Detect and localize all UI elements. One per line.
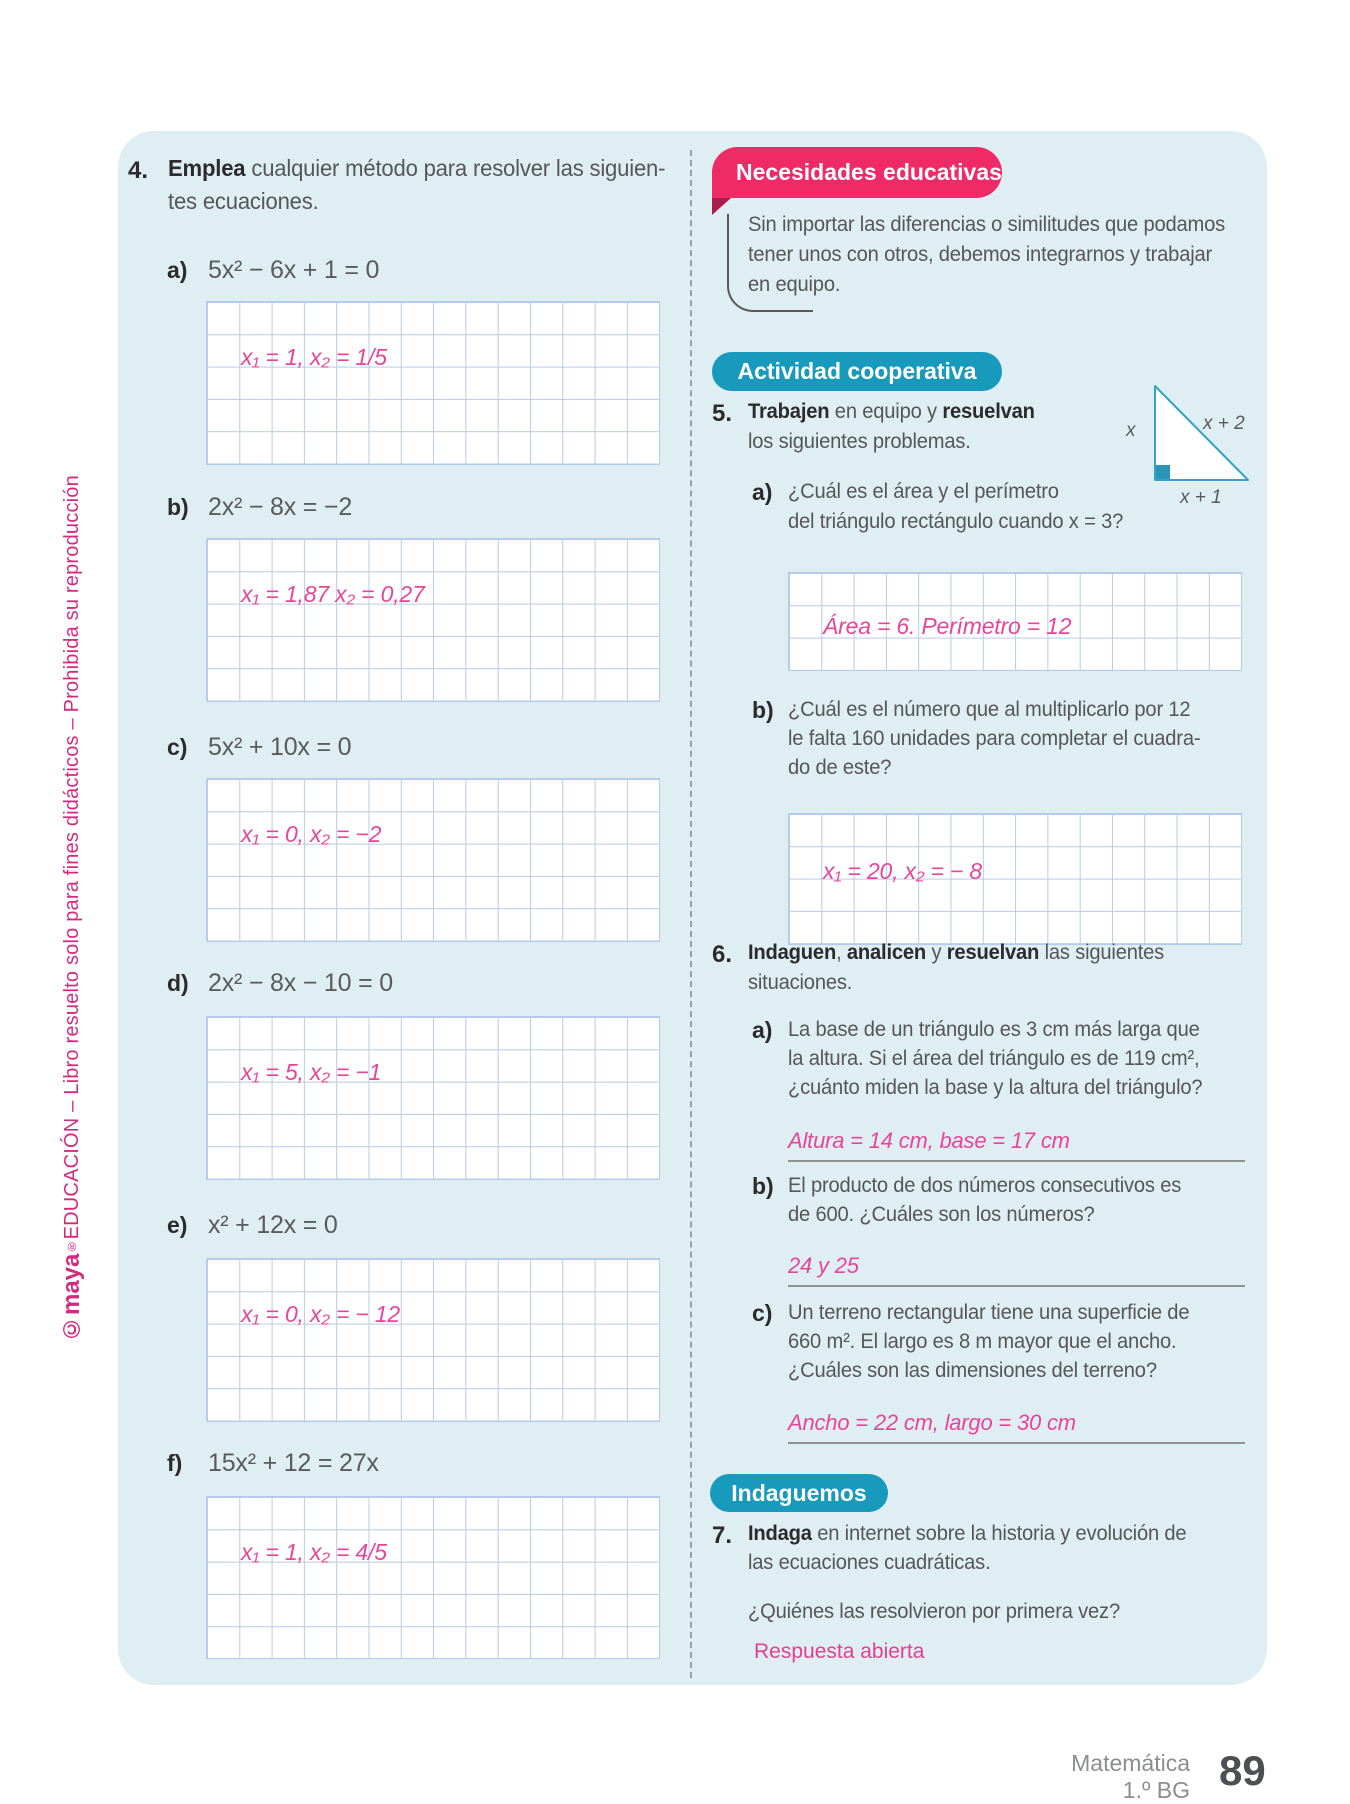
item5a-answer: Área = 6. Perímetro = 12 <box>823 613 1072 639</box>
exercise4-title-bold: Emplea <box>168 155 246 181</box>
item6a-line3: ¿cuánto miden la base y la altura del triángulo? <box>788 1076 1203 1099</box>
item4f-equation: 15x² + 12 = 27x <box>208 1449 379 1477</box>
indaguemos-badge <box>710 1474 888 1512</box>
exercise6-intro-bold1: Indaguen <box>748 941 837 964</box>
item5a-line2: del triángulo rectángulo cuando x = 3? <box>788 510 1124 533</box>
item5b-line3: do de este? <box>788 756 892 779</box>
exercise6-intro-rest3: las siguientes <box>1039 941 1165 964</box>
item4a-answer: x₁ = 1, x₂ = 1/5 <box>241 344 387 370</box>
exercise6-intro-rest1: , <box>836 941 847 964</box>
item4c-equation: 5x² + 10x = 0 <box>208 733 352 761</box>
item6b-label: b) <box>752 1173 774 1199</box>
exercise5-intro-bold2: resuelvan <box>942 400 1035 423</box>
item4d-answer-grid <box>206 1016 660 1180</box>
item4f-answer: x₁ = 1, x₂ = 4/5 <box>241 1539 387 1565</box>
item4c-label: c) <box>167 734 188 760</box>
right-triangle-figure <box>1140 380 1255 490</box>
note-line1: Sin importar las diferencias o similitudes que podamos <box>748 213 1226 236</box>
item6b-answer: 24 y 25 <box>788 1253 1245 1287</box>
exercise7-line2: las ecuaciones cuadráticas. <box>748 1551 991 1574</box>
exercise7-question: ¿Quiénes las resolvieron por primera vez? <box>748 1600 1120 1623</box>
exercise6-intro-rest2: y <box>926 941 947 964</box>
column-divider <box>690 150 692 1678</box>
item4e-equation: x² + 12x = 0 <box>208 1211 338 1239</box>
note-badge <box>712 147 1002 198</box>
exercise7-line1 <box>748 1522 1186 1546</box>
item4c-answer: x₁ = 0, x₂ = −2 <box>241 821 382 847</box>
exercise4-title-line2: tes ecuaciones. <box>168 188 319 214</box>
exercise7-rest1: en internet sobre la historia y evolución de <box>811 1522 1187 1545</box>
copyright-sidebar <box>58 408 102 1342</box>
activity-badge-label: Actividad cooperativa <box>737 358 977 384</box>
footer-subject: Matemática <box>1071 1750 1190 1776</box>
exercise5-intro-bold1: Trabajen <box>748 400 830 423</box>
item4b-label: b) <box>167 494 189 520</box>
footer-subject-block <box>990 1750 1190 1804</box>
item6b-line2: de 600. ¿Cuáles son los números? <box>788 1203 1095 1226</box>
item4a-answer-grid <box>206 301 660 465</box>
item6c-answer: Ancho = 22 cm, largo = 30 cm <box>788 1410 1245 1444</box>
item4e-label: e) <box>167 1212 188 1238</box>
exercise4-number: 4. <box>128 157 149 184</box>
item6a-line1: La base de un triángulo es 3 cm más larga que <box>788 1018 1200 1041</box>
registered-mark: ® <box>65 1239 79 1254</box>
item4d-equation: 2x² − 8x − 10 = 0 <box>208 969 393 997</box>
item4a-label: a) <box>167 257 188 283</box>
note-line2: tener unos con otros, debemos integrarnos y trabajar <box>748 243 1213 266</box>
item5a-answer-grid <box>788 572 1242 671</box>
copyright-text: EDUCACIÓN – Libro resuelto solo para fines didácticos – Prohibida su reproducción <box>61 475 83 1240</box>
item6a-label: a) <box>752 1017 773 1043</box>
item4e-answer: x₁ = 0, x₂ = − 12 <box>241 1301 401 1327</box>
note-line3: en equipo. <box>748 273 841 296</box>
exercise5-intro-line2: los siguientes problemas. <box>748 430 971 453</box>
exercise6-intro-line2: situaciones. <box>748 971 853 994</box>
item4f-label: f) <box>167 1450 183 1476</box>
item4a-equation: 5x² − 6x + 1 = 0 <box>208 256 380 284</box>
item6b-line1: El producto de dos números consecutivos es <box>788 1174 1182 1197</box>
exercise5-number: 5. <box>712 400 733 427</box>
item4b-answer-grid <box>206 538 660 702</box>
exercise7-answer: Respuesta abierta <box>754 1640 925 1663</box>
exercise6-intro-bold2: analicen <box>846 941 927 964</box>
item4e-answer-grid <box>206 1258 660 1422</box>
item4d-answer: x₁ = 5, x₂ = −1 <box>241 1059 382 1085</box>
item4d-label: d) <box>167 970 189 996</box>
item5b-answer: x₁ = 20, x₂ = − 8 <box>823 858 983 884</box>
item6a-line2: la altura. Si el área del triángulo es de 119 cm², <box>788 1047 1200 1070</box>
item6c-line2: 660 m². El largo es 8 m mayor que el ancho. <box>788 1330 1177 1353</box>
item4b-answer: x₁ = 1,87 x₂ = 0,27 <box>241 581 425 607</box>
item5b-line2: le falta 160 unidades para completar el cuadra- <box>788 727 1201 750</box>
exercise4-title-rest: cualquier método para resolver las siguien- <box>245 155 666 181</box>
indaguemos-badge-label: Indaguemos <box>731 1479 867 1506</box>
item5b-answer-grid <box>788 813 1242 945</box>
item6c-label: c) <box>752 1300 773 1326</box>
item5a-label: a) <box>752 479 773 505</box>
triangle-label-left: x <box>1126 420 1136 441</box>
triangle-label-hypotenuse: x + 2 <box>1203 413 1245 434</box>
note-badge-label: Necesidades educativas <box>736 159 1002 185</box>
item6c-line1: Un terreno rectangular tiene una superficie de <box>788 1301 1190 1324</box>
exercise4-title-line1 <box>168 156 665 180</box>
exercise7-number: 7. <box>712 1522 733 1549</box>
exercise7-bold1: Indaga <box>748 1522 812 1545</box>
footer-grade: 1.º BG <box>1122 1777 1190 1803</box>
activity-badge <box>712 352 1002 391</box>
item6a-answer: Altura = 14 cm, base = 17 cm <box>788 1128 1245 1162</box>
exercise6-intro-line1 <box>748 941 1164 965</box>
item4c-answer-grid <box>206 778 660 942</box>
item5a-line1: ¿Cuál es el área y el perímetro <box>788 480 1059 503</box>
exercise5-intro-rest1: en equipo y <box>829 400 943 423</box>
exercise6-intro-bold3: resuelvan <box>946 941 1040 964</box>
maya-logo: ©maya <box>58 1253 85 1342</box>
exercise6-number: 6. <box>712 941 733 968</box>
item5b-label: b) <box>752 697 774 723</box>
triangle-label-base: x + 1 <box>1180 487 1222 508</box>
page-number: 89 <box>1219 1747 1266 1794</box>
item4f-answer-grid <box>206 1496 660 1659</box>
item4b-equation: 2x² − 8x = −2 <box>208 493 353 521</box>
item6c-line3: ¿Cuáles son las dimensiones del terreno? <box>788 1359 1157 1382</box>
exercise5-intro-line1 <box>748 400 1035 424</box>
item5b-line1: ¿Cuál es el número que al multiplicarlo por 12 <box>788 698 1191 721</box>
